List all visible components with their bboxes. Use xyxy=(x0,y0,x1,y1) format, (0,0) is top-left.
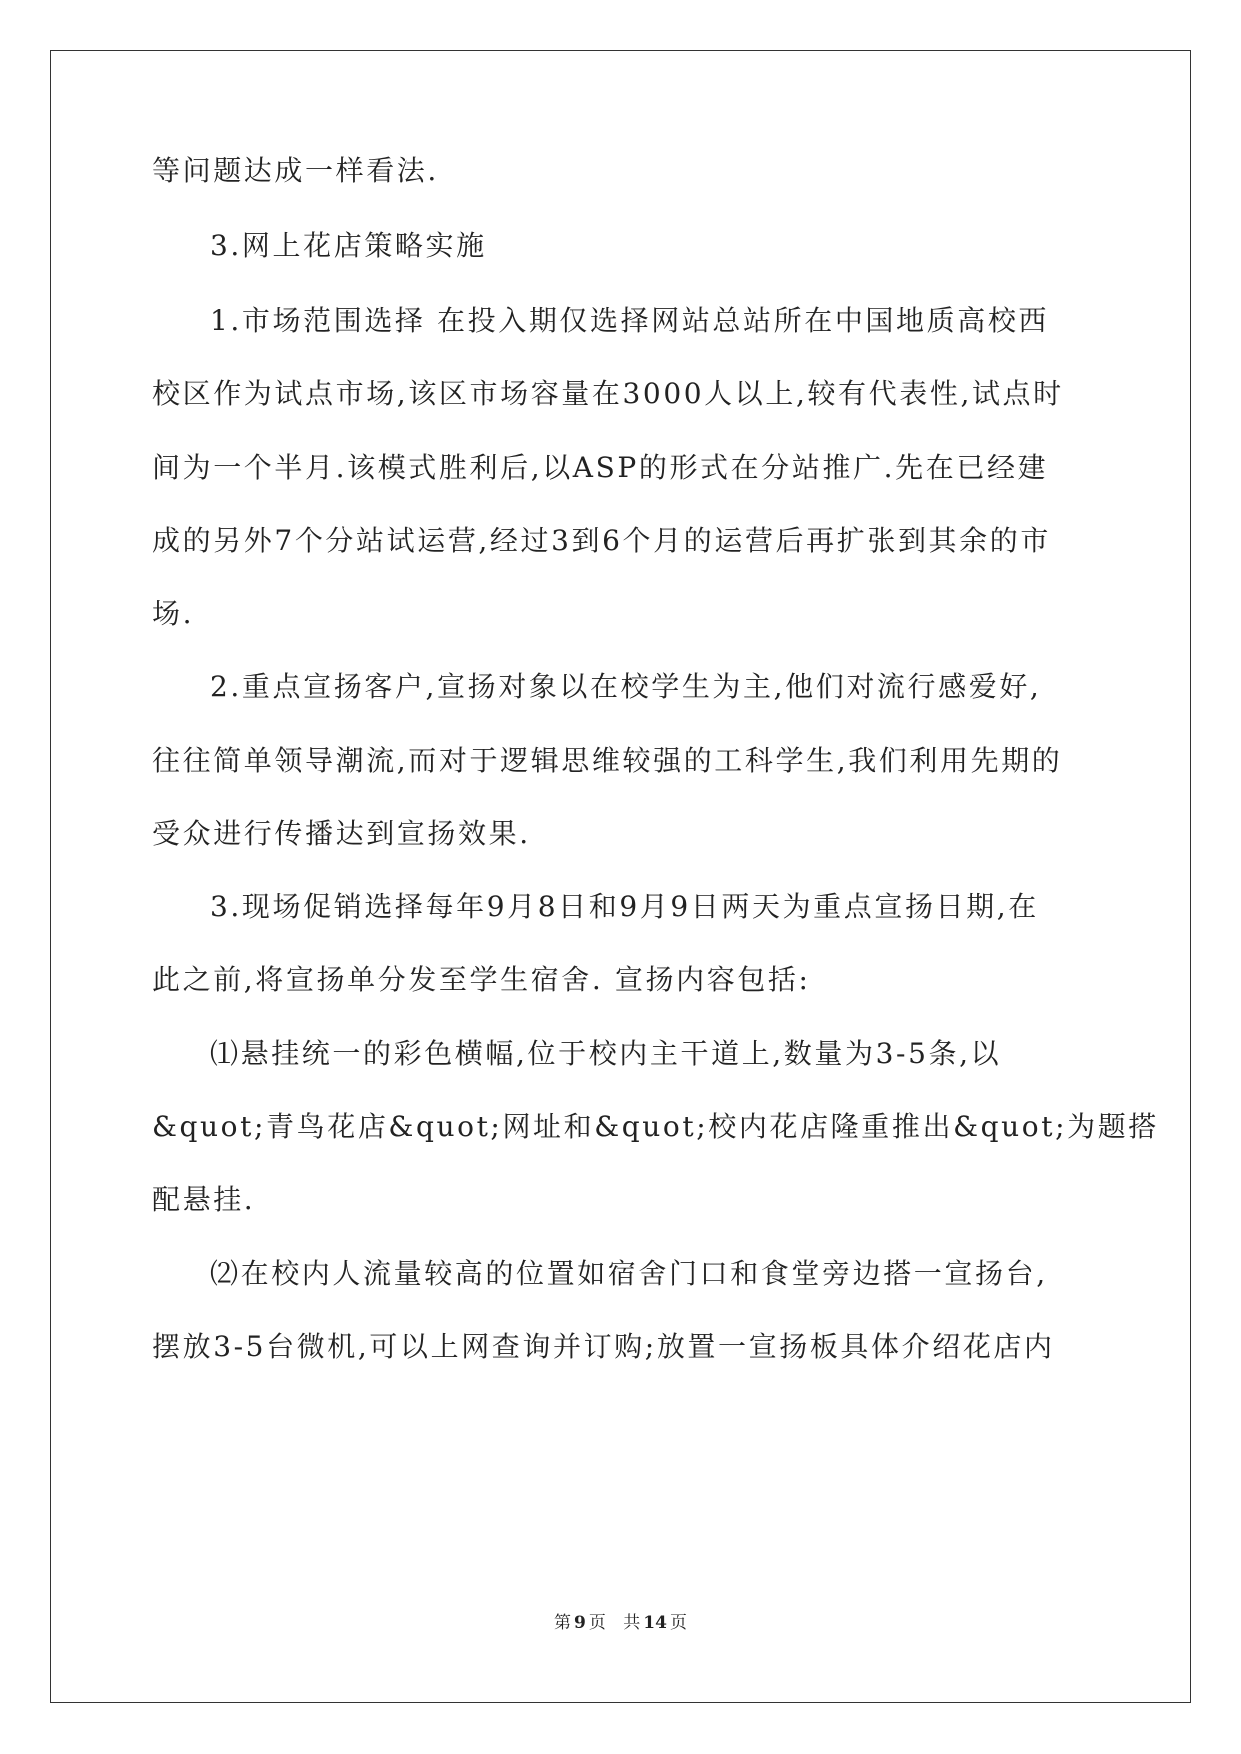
page-border xyxy=(50,50,1191,1703)
text-line: ⑵在校内人流量较高的位置如宿舍门口和食堂旁边搭一宣扬台, xyxy=(210,1257,1048,1290)
text-line: 场. xyxy=(152,597,195,630)
text-line: 成的另外7个分站试运营,经过3到6个月的运营后再扩张到其余的市 xyxy=(152,524,1051,557)
text-line: 此之前,将宣扬单分发至学生宿舍. 宣扬内容包括: xyxy=(152,963,811,996)
text-line: 摆放3-5台微机,可以上网查询并订购;放置一宣扬板具体介绍花店内 xyxy=(152,1330,1055,1363)
page-total: 共 14 页 xyxy=(623,1613,687,1633)
text-line: 往往简单领导潮流,而对于逻辑思维较强的工科学生,我们利用先期的 xyxy=(152,744,1063,777)
text-line: 配悬挂. xyxy=(152,1183,256,1216)
text-line: 等问题达成一样看法. xyxy=(152,154,439,187)
text-line: 3.现场促销选择每年9月8日和9月9日两天为重点宣扬日期,在 xyxy=(210,890,1039,923)
text-line: 2.重点宣扬客户,宣扬对象以在校学生为主,他们对流行感爱好, xyxy=(210,670,1042,703)
page-footer xyxy=(0,1608,1241,1633)
text-line: 1.市场范围选择 在投入期仅选择网站总站所在中国地质高校西 xyxy=(210,304,1050,337)
page-number: 第 9 页 xyxy=(554,1613,606,1633)
text-line: ⑴悬挂统一的彩色横幅,位于校内主干道上,数量为3-5条,以 xyxy=(210,1037,1002,1070)
text-line: 间为一个半月.该模式胜利后,以ASP的形式在分站推广.先在已经建 xyxy=(152,451,1049,484)
text-line: 校区作为试点市场,该区市场容量在3000人以上,较有代表性,试点时 xyxy=(152,377,1064,410)
section-heading: 3.网上花店策略实施 xyxy=(210,229,487,262)
text-line: 受众进行传播达到宣扬效果. xyxy=(152,817,531,850)
text-line: &quot;青鸟花店&quot;网址和&quot;校内花店隆重推出&quot;为题搭 xyxy=(152,1110,1159,1143)
